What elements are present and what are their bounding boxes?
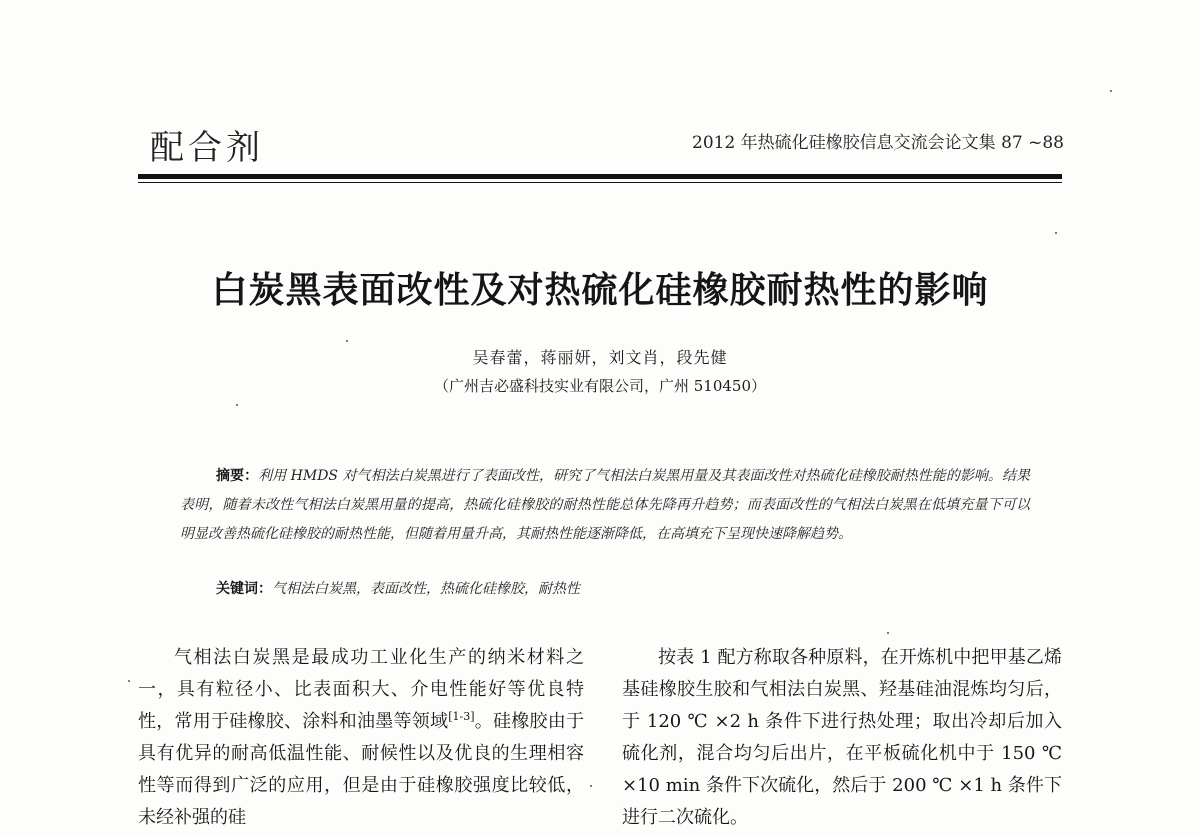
scan-speck [1110,90,1112,92]
body-paragraph: 按表 1 配方称取各种原料，在开炼机中把甲基乙烯基硅橡胶生胶和气相法白炭黑、羟基硅油混炼均匀后，于 120 ℃ ×2 h 条件下进行热处理；取出冷却后加入硫化剂，混合均匀后出片，在平板硫化机中于 150 ℃ ×10 min 条件下次硫化，然后于 200 ℃ ×1 h 条件下进行二次硫化。 [622,647,1062,828]
affiliation: （广州吉必盛科技实业有限公司，广州 510450） [433,377,767,395]
scan-speck [346,340,348,342]
section-tag: 配合剂 [150,128,264,168]
keywords-text: 气相法白炭黑，表面改性，热硫化硅橡胶，耐热性 [272,581,580,597]
body-column-right [622,642,1062,834]
scan-speck [128,680,130,682]
header-rule [138,174,1062,179]
body-paragraph [138,642,584,834]
scan-speck [887,632,889,634]
scan-speck [1055,232,1057,234]
citation: [1-3] [448,710,475,723]
scan-speck [236,404,238,406]
authors: 吴春蕾，蒋丽妍，刘文肖，段先健 [472,348,728,367]
header-rule-thin [138,182,1062,183]
abstract-text: 利用 HMDS 对气相法白炭黑进行了表面改性，研究了气相法白炭黑用量及其表面改性对热硫化硅橡胶耐热性能的影响。结果表明，随着未改性气相法白炭黑用量的提高，热硫化硅橡胶的耐热性能总体先降再升趋势；而表面改性的气相法白炭黑在低填充量下可以明显改善热硫化硅橡胶的耐热性能，但随着用量升高，其耐热性能逐渐降低，在高填充下呈现快速降解趋势。 [180,468,1030,542]
keywords [216,578,1026,598]
abstract-label: 摘要： [216,468,259,484]
keywords-label: 关键词： [216,581,272,597]
article-title: 白炭黑表面改性及对热硫化硅橡胶耐热性的影响 [211,270,989,311]
scan-speck [590,785,592,787]
journal-info: 2012 年热硫化硅橡胶信息交流会论文集 87 ~88 [692,133,1064,153]
body-column-left [138,642,584,834]
abstract [180,462,1030,549]
left-text-b: 。硅橡胶由于具有优异的耐高低温性能、耐候性以及优良的生理相容性等而得到广泛的应用，但是由于硅橡胶强度比较低，未经补强的硅 [138,711,585,828]
left-text-a: 气相法白炭黑是最成功工业化生产的纳米材料之一，具有粒径小、比表面积大、介电性能好等优良特性，常用于硅橡胶、涂料和油墨等领域 [138,647,584,732]
